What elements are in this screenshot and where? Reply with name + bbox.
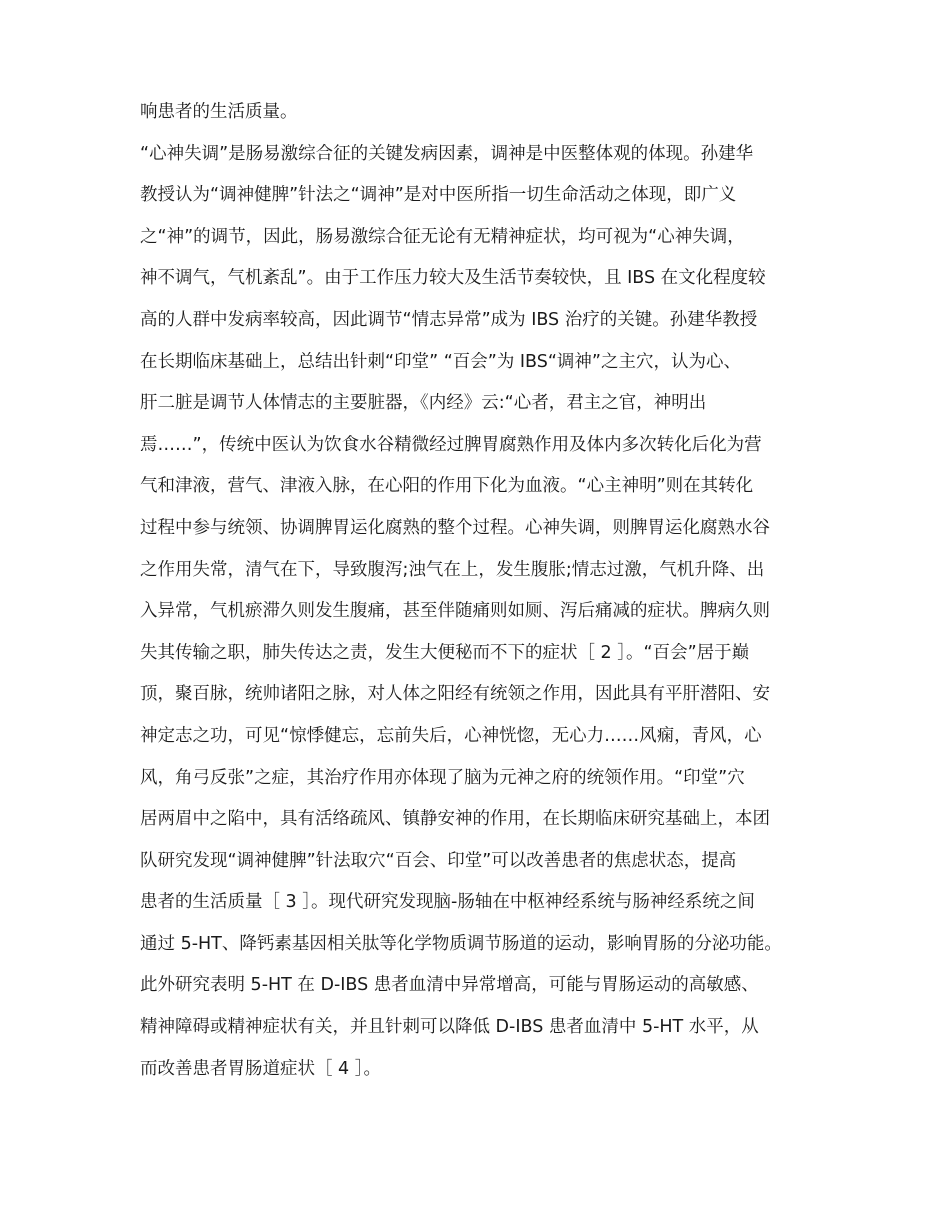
text-line: 入异常，气机瘀滞久则发生腹痛，甚至伴随痛则如厕、泻后痛减的症状。脾病久则 [140,601,770,622]
text-line: 神不调气，气机紊乱”。由于工作压力较大及生活节奏较快，且 IBS 在文化程度较 [140,268,766,289]
text-line: 之“神”的调节，因此，肠易激综合征无论有无精神症状，均可视为“心神失调， [140,226,745,247]
text-line: 肝二脏是调节人体情志的主要脏器，《内经》云:“心者，君主之官，神明出 [140,393,707,414]
text-line: “心神失调”是肠易激综合征的关键发病因素，调神是中医整体观的体现。孙建华 [140,143,754,164]
text-line: 焉……”，传统中医认为饮食水谷精微经过脾胃腐熟作用及体内多次转化后化为营 [140,434,762,455]
text-line: 队研究发现“调神健脾”针法取穴“百会、印堂”可以改善患者的焦虑状态，提高 [140,850,737,871]
text-line: 顶，聚百脉，统帅诸阳之脉，对人体之阳经有统领之作用，因此具有平肝潜阳、安 [140,684,770,705]
text-line: 响患者的生活质量。 [140,102,298,122]
text-line: 患者的生活质量［ 3 ］。现代研究发现脑-肠轴在中枢神经系统与肠神经系统之间 [140,892,755,913]
text-line: 精神障碍或精神症状有关，并且针刺可以降低 D-IBS 患者血清中 5-HT 水平，从 [140,1017,759,1038]
text-line: 此外研究表明 5-HT 在 D-IBS 患者血清中异常增高，可能与胃肠运动的高敏感、 [140,975,759,996]
text-line: 气和津液，营气、津液入脉，在心阳的作用下化为血液。“心主神明”则在其转化 [140,476,754,497]
text-line: 失其传输之职，肺失传达之责，发生大便秘而不下的症状［ 2 ］。“百会”居于巅 [140,642,750,663]
text-line: 通过 5-HT、降钙素基因相关肽等化学物质调节肠道的运动，影响胃肠的分泌功能。 [140,933,782,954]
text-line: 而改善患者胃肠道症状［ 4 ］。 [140,1058,382,1079]
body-text [140,92,830,1090]
text-line: 高的人群中发病率较高，因此调节“情志异常”成为 IBS 治疗的关键。孙建华教授 [140,309,758,330]
text-line: 居两眉中之陷中，具有活络疏风、镇静安神的作用，在长期临床研究基础上，本团 [140,809,770,830]
text-line: 过程中参与统领、协调脾胃运化腐熟的整个过程。心神失调，则脾胃运化腐熟水谷 [140,517,770,538]
text-line: 教授认为“调神健脾”针法之“调神”是对中医所指一切生命活动之体现，即广义 [140,185,737,206]
text-line: 在长期临床基础上，总结出针刺“印堂” “百会”为 IBS“调神”之主穴，认为心、 [140,351,741,372]
text-line: 风，角弓反张”之症，其治疗作用亦体现了脑为元神之府的统领作用。“印堂”穴 [140,767,745,788]
text-line: 之作用失常，清气在下，导致腹泻;浊气在上，发生腹胀;情志过激，气机升降、出 [140,559,765,580]
text-line: 神定志之功，可见“惊悸健忘，忘前失后，心神恍惚，无心力……风痫，青风，心 [140,725,762,746]
